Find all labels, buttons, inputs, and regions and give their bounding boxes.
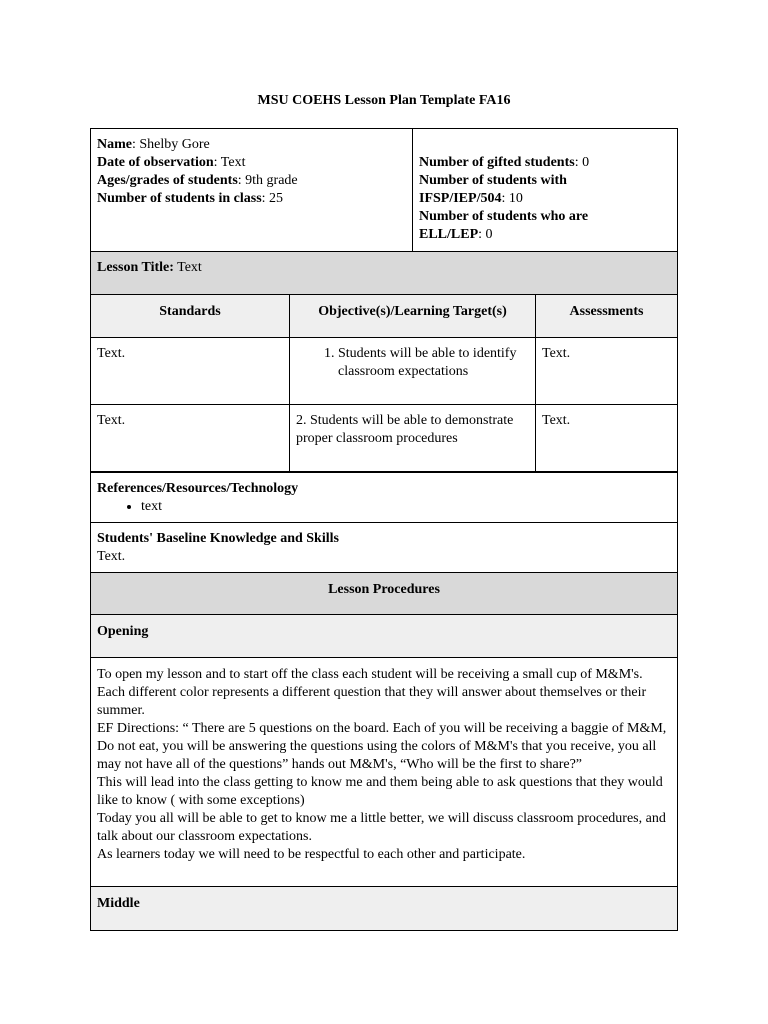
objective-cell: 2. Students will be able to demonstrate proper classroom procedures: [289, 405, 535, 471]
assessment-cell: Text.: [535, 338, 677, 404]
table-row: [91, 338, 677, 405]
objective-cell: [289, 338, 535, 404]
baseline-row: [91, 523, 677, 573]
baseline-text: Text.: [97, 549, 126, 564]
opening-paragraph: To open my lesson and to start off the class each student will be receiving a small cup of M&M's. Each different color represents a different question that they will answer about themselves or their summer.: [97, 667, 647, 718]
ifsp-value: : 10: [501, 191, 523, 206]
document-title: MSU COEHS Lesson Plan Template FA16: [257, 93, 511, 108]
lesson-plan-table: [90, 128, 678, 931]
references-item: • text: [141, 498, 671, 516]
middle-heading: Middle: [91, 887, 677, 930]
date-label: Date of observation: [97, 155, 214, 170]
opening-paragraph: Today you all will be able to get to know me a little better, we will discuss classroom procedures, and talk about our classroom expectations.: [97, 811, 666, 844]
opening-paragraph: As learners today we will need to be respectful to each other and participate.: [97, 847, 526, 862]
references-row: [91, 473, 677, 523]
student-counts-cell: [412, 129, 677, 251]
lesson-title-value: Text: [173, 260, 202, 275]
gifted-value: : 0: [574, 155, 590, 170]
opening-body: [91, 658, 677, 887]
teacher-info-cell: [91, 129, 412, 251]
ell-label-line1: Number of students who are: [419, 209, 589, 224]
standards-header: Standards: [159, 304, 221, 319]
opening-paragraph: EF Directions: “ There are 5 questions on the board. Each of you will be receiving a baggie of M&M, Do not eat, you will be answering the questions using the colors of M&M's that you receive, you all may not have all of the questions” hands out M&M's, “Who will be the first to share?”: [97, 721, 667, 772]
ell-value: : 0: [478, 227, 493, 242]
gifted-label: Number of gifted students: [419, 155, 575, 170]
ages-value: : 9th grade: [237, 173, 298, 188]
objectives-header: Objective(s)/Learning Target(s): [289, 295, 535, 337]
date-value: : Text: [213, 155, 246, 170]
assessment-cell: Text.: [535, 405, 677, 471]
lesson-procedures-heading: Lesson Procedures: [91, 573, 677, 615]
lesson-title-label: Lesson Title:: [97, 260, 174, 275]
ifsp-label-line2: IFSP/IEP/504: [419, 191, 502, 206]
lesson-title-row: [91, 252, 677, 295]
baseline-heading: Students' Baseline Knowledge and Skills: [97, 531, 339, 546]
class-count-label: Number of students in class: [97, 191, 262, 206]
name-value: : Shelby Gore: [132, 137, 210, 152]
opening-heading: Opening: [91, 615, 677, 658]
ifsp-label-line1: Number of students with: [419, 173, 567, 188]
student-info-row: [91, 129, 677, 252]
standard-cell: Text.: [97, 346, 126, 361]
references-heading: References/Resources/Technology: [97, 481, 299, 496]
ages-label: Ages/grades of students: [97, 173, 238, 188]
standard-cell: Text.: [97, 413, 126, 428]
assessments-header: Assessments: [535, 295, 677, 337]
standards-header-row: [91, 295, 677, 338]
table-row: [91, 405, 677, 473]
class-count-value: : 25: [261, 191, 284, 206]
ell-label-line2: ELL/LEP: [419, 227, 479, 242]
name-label: Name: [97, 137, 132, 152]
objective-list-item: 1. Students will be able to identify classroom expectations: [338, 345, 529, 381]
opening-paragraph: This will lead into the class getting to know me and them being able to ask questions that they would like to know ( with some exceptions): [97, 775, 663, 808]
